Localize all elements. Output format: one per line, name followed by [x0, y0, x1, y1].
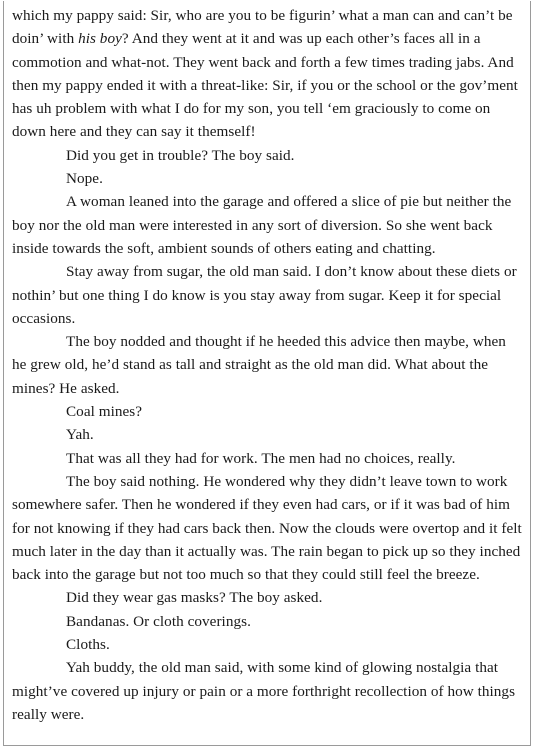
paragraph-6: The boy nodded and thought if he heeded this advice then maybe, when he grew old, he’d stand as tall and straight as the old man did. What about the mines? He asked. [12, 333, 506, 397]
paragraph-1-text-start: which my pappy said: Sir, who are you to be figurin’ what a man can and can’t be doin’ with [12, 7, 513, 48]
paragraph-3: Nope. [66, 170, 103, 188]
paragraph-8: Yah. [66, 426, 94, 444]
paragraph-12: Bandanas. Or cloth coverings. [66, 612, 251, 630]
paragraph-1 [12, 4, 524, 144]
paragraph-4: A woman leaned into the garage and offered a slice of pie but neither the boy nor the old man were interested in any sort of diversion. So she went back inside towards the soft, ambient sounds of others eating and chatting. [12, 193, 512, 257]
document-page [3, 1, 531, 746]
paragraph-1-text-end: ? And they went at it and was up each other’s faces all in a commotion and what-not. They went back and forth a few times trading jabs. And then my pappy ended it with a threat-like: Sir, if you or the school or the gov’ment has uh problem with what I do for my son, you tell ‘em graciously to come on down here and they can say it themself! [12, 30, 518, 141]
paragraph-10: The boy said nothing. He wondered why they didn’t leave town to work somewhere safer. Then he wondered if they even had cars, or if it was bad of him for not knowing if they had cars back then. Now the clouds were overtop and it felt much later in the day than it actually was. The rain began to pick up so they inched back into the garage but not too much so that they could still feel the breeze. [12, 472, 522, 584]
paragraph-9: That was all they had for work. The men had no choices, really. [66, 449, 456, 467]
paragraph-13: Cloths. [66, 636, 110, 654]
paragraph-14: Yah buddy, the old man said, with some kind of glowing nostalgia that might’ve covered up injury or pain or a more forthright recollection of how things really were. [12, 659, 516, 723]
document-body [12, 4, 524, 726]
paragraph-2: Did you get in trouble? The boy said. [66, 146, 295, 164]
paragraph-5: Stay away from sugar, the old man said. I don’t know about these diets or nothin’ but one thing I do know is you stay away from sugar. Keep it for special occasions. [12, 263, 517, 327]
paragraph-7: Coal mines? [66, 403, 143, 421]
paragraph-11: Did they wear gas masks? The boy asked. [66, 589, 323, 607]
paragraph-1-emphasis: his boy [78, 30, 122, 48]
